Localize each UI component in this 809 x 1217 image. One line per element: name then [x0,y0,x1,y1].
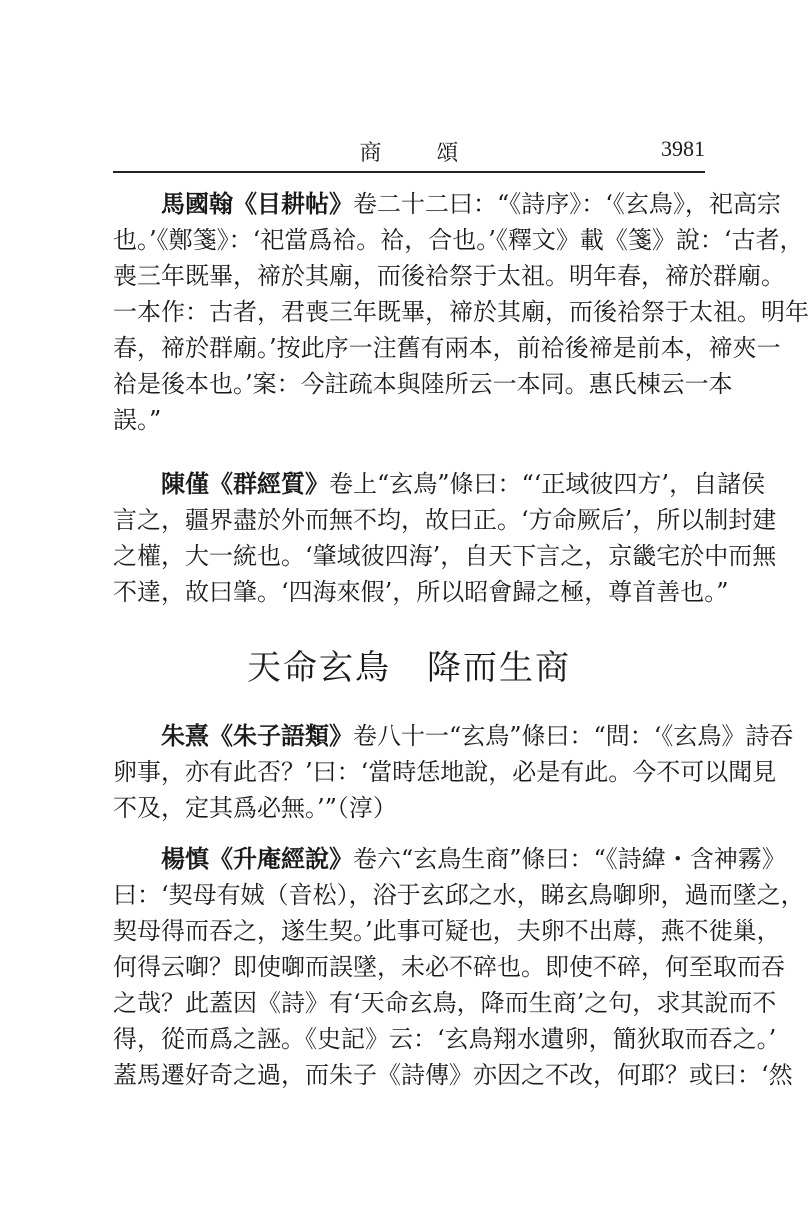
text-line: 春，禘於群廟。’按此序一注舊有兩本，前祫後禘是前本，禘夾一 [113,334,781,362]
paragraph-ma-guohan [113,186,809,438]
text-line: 楊慎《升庵經說》卷六“玄鳥生商”條曰：“《詩緯・含神霧》 [161,845,786,873]
text-line: 何得云啣？即使啣而誤墜，未必不碎也。即使不碎，何至取而吞 [113,953,785,981]
text-line: 契母得而吞之，遂生契。’此事可疑也，夫卵不出蓐，燕不徙巢， [113,917,781,945]
author-citation: 陳僅《群經質》 [161,470,329,498]
section-heading: 天命玄鳥 降而生商 [247,648,571,688]
text-line: 誤。” [113,406,162,434]
header-rule [113,171,705,173]
text-line: 之權，大一統也。‘肇域彼四海’，自天下言之，京畿宅於中而無 [113,542,777,570]
paragraph-zhu-xi [113,718,794,826]
author-citation: 楊慎《升庵經說》 [161,845,353,873]
author-citation: 朱熹《朱子語類》 [161,722,353,750]
page-number: 3981 [661,136,705,161]
text-line: 不及，定其爲必無。’”（淳） [113,794,397,822]
page-header [113,124,705,164]
text-line: 祫是後本也。’案：今註疏本與陸所云一本同。惠氏棟云一本 [113,370,733,398]
text-line: 曰：‘契母有娀（音松），浴于玄邱之水，睇玄鳥啣卵，過而墜之， [113,881,805,909]
text-line: 朱熹《朱子語類》卷八十一“玄鳥”條曰：“問：‘《玄鳥》詩吞 [161,722,794,750]
text-line: 不達，故曰肇。‘四海來假’，所以昭會歸之極，尊首善也。” [113,578,729,606]
paragraph-chen-jin [113,466,777,610]
text-line: 之哉？此蓋因《詩》有‘天命玄鳥，降而生商’之句，求其說而不 [113,989,777,1017]
text-line: 陳僅《群經質》卷上“玄鳥”條曰：“‘正域彼四方’，自諸侯 [161,470,766,498]
text-line: 一本作：古者，君喪三年既畢，禘於其廟，而後祫祭于太祖。明年 [113,298,809,326]
text-line: 蓋馬遷好奇之過，而朱子《詩傳》亦因之不改，何耶？或曰：‘然 [113,1061,793,1089]
text-line: 也。’《鄭箋》：‘祀當爲祫。祫，合也。’《釋文》載《箋》說：‘古者， [113,226,804,254]
running-title: 商 頌 [359,141,483,166]
text-line: 馬國翰《目耕帖》卷二十二曰：“《詩序》：‘《玄鳥》，祀高宗 [161,190,781,218]
text-line: 喪三年既畢，禘於其廟，而後祫祭于太祖。明年春，禘於群廟。 [113,262,785,290]
text-line: 言之，疆界盡於外而無不均，故曰正。‘方命厥后’，所以制封建 [113,506,777,534]
paragraph-yang-shen [113,841,805,1093]
text-line: 卵事，亦有此否？’曰：‘當時恁地說，必是有此。今不可以聞見 [113,758,777,786]
text-line: 得，從而爲之誣。《史記》云：‘玄鳥翔水遺卵，簡狄取而吞之。’ [113,1025,777,1053]
author-citation: 馬國翰《目耕帖》 [161,190,353,218]
